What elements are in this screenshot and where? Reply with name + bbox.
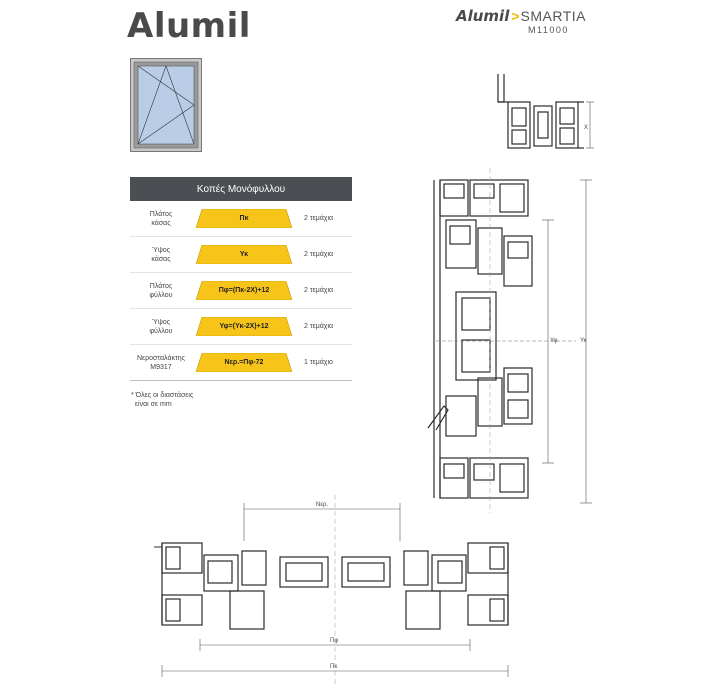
smartia-logo	[456, 7, 586, 25]
dim-yf-label: Υφ	[550, 338, 558, 344]
row-quantity: 2 τεμάχια	[304, 323, 334, 330]
formula-badge: Υκ	[196, 245, 292, 264]
vertical-section-drawing	[426, 168, 596, 513]
alumil-logo: Alumil	[127, 6, 251, 46]
row-quantity: 1 τεμάχιο	[304, 359, 333, 366]
system-code: M11000	[528, 25, 569, 35]
row-quantity: 2 τεμάχια	[304, 251, 334, 258]
formula-badge: Νερ.=Πφ-72	[196, 353, 292, 372]
cuts-table	[130, 177, 352, 381]
table-row	[130, 237, 352, 273]
row-label: Νεροσταλάκτης M9317	[136, 354, 186, 371]
table-title: Κοπές Μονόφυλλου	[130, 177, 352, 201]
dim-x-label: X	[584, 125, 589, 131]
window-thumbnail-icon	[130, 58, 202, 152]
chevron-logo-icon: >	[511, 8, 520, 24]
formula-badge: Πφ=(Πκ-2Χ)+12	[196, 281, 292, 300]
dim-ner-label: Νερ.	[316, 502, 329, 508]
smartia-logo-brand: Alumil	[456, 7, 510, 25]
row-quantity: 2 τεμάχια	[304, 287, 334, 294]
row-label: Ύψος κάσας	[151, 246, 171, 263]
profile-detail-x	[490, 72, 600, 157]
row-label: Πλάτος φύλλου	[149, 282, 173, 299]
dim-pk-label: Πκ	[330, 664, 338, 670]
row-label: Ύψος φύλλου	[149, 318, 173, 335]
dim-pf-label: Πφ	[330, 638, 339, 644]
row-label: Πλάτος κάσας	[149, 210, 173, 227]
dim-yk-label: Υκ	[580, 338, 587, 344]
dimensions-note: * Όλες οι διαστάσεις είναι σε mm	[131, 392, 194, 408]
table-row	[130, 273, 352, 309]
smartia-logo-series: SMARTIA	[520, 8, 587, 24]
table-row	[130, 309, 352, 345]
formula-badge: Υφ=(Υκ-2Χ)+12	[196, 317, 292, 336]
table-row	[130, 201, 352, 237]
row-quantity: 2 τεμάχια	[304, 215, 334, 222]
formula-badge: Πκ	[196, 209, 292, 228]
table-row	[130, 345, 352, 381]
horizontal-section-drawing	[150, 495, 570, 685]
